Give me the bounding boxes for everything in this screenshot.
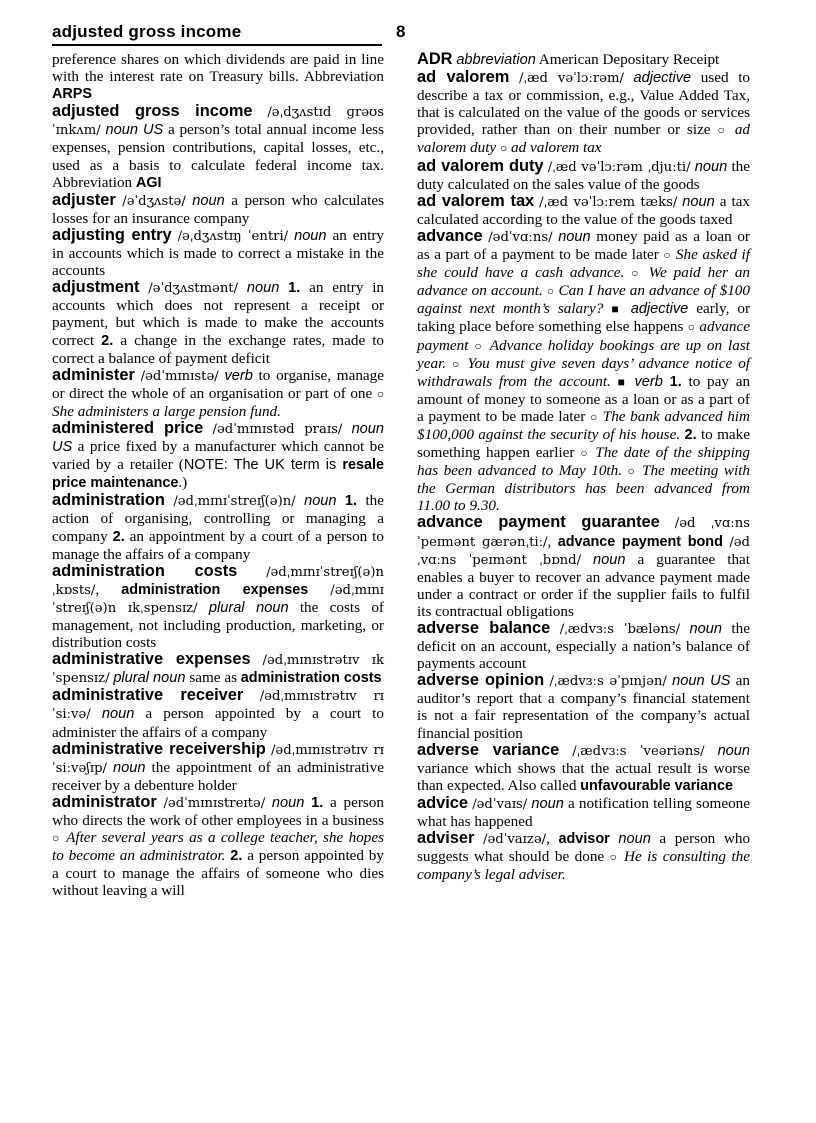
headword: administer [52,365,135,384]
headword: advance payment guarantee [417,513,660,532]
part-of-speech: noun [558,228,591,245]
definition-text: same as [185,669,241,687]
part-of-speech: noun [682,193,715,210]
definition-text: the duty calculated on the sales value of the goods [417,157,751,193]
part-of-speech: plural noun [208,599,289,616]
sense-number: 1. [288,280,301,297]
definition-text: , [547,532,558,550]
part-of-speech: noun [192,192,225,209]
example: She administers a large pension fund. [52,402,281,420]
pronunciation: /ədˈvɑːns/ [488,229,553,245]
definition-text: money paid as a loan or as a part of a payment to be made later [417,227,750,264]
pronunciation: /ˌæd vəˈlɔːrəm/ [519,71,624,87]
definition-text: a change in the exchange rates, made to correct a balance of payment deficit [52,331,385,367]
definition-text [243,687,259,704]
example-separator: ○ [589,409,599,424]
headword: ADR [417,50,453,68]
example: The meeting with the German distributors has been advanced from 11.00 to 9.30. [417,462,751,515]
definition-text [91,705,102,722]
part-of-speech: noun [113,759,146,776]
pronunciation: /ədˈmɪnɪstəd praɪs/ [212,421,343,437]
dictionary-entry [52,492,384,562]
definition-text: used to describe a tax or commission, e.g., Value Added Tax, that is calculated on the value of the goods or services provided, rather than on their number or size [417,69,751,139]
example-separator: ○ [452,356,462,371]
cross-reference: AGI [135,174,162,191]
definition-text: American Depositary Receipt [535,51,720,68]
part-of-speech: noun US [672,673,731,690]
example: The bank advanced him $100,000 against the security of his house. [417,407,750,443]
usage-note: NOTE: The UK term is [183,457,343,474]
definition-text: variance which shows that the actual result is worse than expected. Also called [417,759,750,794]
page-number: 8 [396,22,406,41]
part-of-speech: plural noun [113,670,186,687]
pronunciation: /ədˌmɪnɪˈstreɪʃ(ə)n ɪkˌspensɪz/ [52,582,385,616]
dictionary-entry [417,158,750,193]
definition-text [253,103,268,120]
headword: adverse variance [417,740,560,759]
part-of-speech: noun [271,794,305,811]
part-of-speech: noun US [105,122,164,139]
definition-text: the appointment of an administrative receiver by a debenture holder [52,758,384,794]
headword: adverse balance [417,619,551,637]
pronunciation: /ədˌvɑːns ˈpeɪmənt ˌbɒnd/ [417,534,751,568]
definition-text [623,300,631,317]
pronunciation: /ədˌmɪnɪˈstreɪʃ(ə)n/ [173,494,296,510]
headword: administrative expenses [52,650,251,669]
definition-text [279,279,288,296]
definition-text: the costs of management, not including production, marketing, or distribution costs [52,598,384,652]
example-separator: ○ [474,338,484,353]
definition-text [203,420,212,437]
pronunciation: /ˌædvɜːs ˈbæləns/ [559,622,681,637]
example-separator: ○ [580,446,590,461]
definition-text [337,492,345,509]
headword: administrator [52,792,157,811]
example-separator: ○ [52,831,61,846]
part-of-speech: abbreviation [456,52,536,68]
definition-text [559,742,572,759]
part-of-speech: verb [634,373,663,390]
definition-text: an appointment by a court of a person to manage the affairs of a company [52,527,384,563]
dictionary-entry [417,742,750,795]
definition-text [705,742,718,759]
dictionary-entry [417,672,750,741]
dictionary-entry [417,514,750,620]
headword: ad valorem tax [417,191,535,210]
dictionary-entry [52,794,384,900]
headword: adjuster [52,190,116,209]
definition-text: an entry in accounts which does not represent a receipt or payment, but which is made to make the accounts correct [52,279,385,349]
pronunciation: /ədˌmɪnɪˈstreɪʃ(ə)n ˌkɒsts/ [52,564,384,598]
definition-text: to organise, manage or direct the whole of an organisation or part of one [52,366,385,402]
example: Can I have an advance of $100 against next month’s salary? [417,282,750,318]
definition-text [308,581,330,598]
sense-number: 2. [101,332,114,349]
pronunciation: /ədˌmɪnɪstrətɪv rɪˈsiːvə/ [52,689,384,723]
example-separator: ○ [546,284,555,299]
pronunciation: /ˌæd vəˈlɔːrəm ˌdjuːti/ [547,159,691,175]
example: ad valorem duty [417,121,750,157]
definition-text: a person appointed by a court to manage the affairs of someone who dies without leaving a will [52,847,384,900]
definition-text [342,420,351,437]
example: ad valorem tax [511,139,602,157]
part-of-speech: noun [694,158,728,175]
headword: adviser [417,829,475,848]
pronunciation: /ˌædvɜːs ˈveəriəns/ [572,743,705,759]
definition-text: a person who calculates losses for an insurance company [52,191,384,227]
definition-text [509,69,519,86]
headword: ad valorem [417,68,510,87]
example-separator: ○ [663,248,672,263]
definition-text: early, or taking place before something else happens [417,300,751,336]
headword: administration [52,491,165,510]
right-column [417,51,750,883]
headword: administration costs [52,561,238,580]
definition-text [663,373,670,390]
pronunciation: /ˌædvɜːs əˈpɪnjən/ [549,674,667,690]
definition-text: a tax calculated according to the value of the goods taxed [417,192,751,228]
definition-text [642,264,649,281]
headword: administrative receiver [52,686,244,705]
definition-text: the deficit on an account, especially a nation’s balance of payments account [417,620,750,673]
pronunciation: /əd ˌvɑːns ˈpeɪmənt ɡærənˌtiː/ [417,516,751,550]
page-header [52,22,406,46]
definition-text: a price fixed by a manufacturer which cannot be varied by a retailer ( [52,438,384,474]
sense-number: 1. [311,794,324,811]
definition-text [296,492,304,509]
definition-text: preference shares on which dividends are paid in line with the interest rate on Treasury bills. Abbreviation [52,51,384,86]
definition-text: a person who suggests what should be done [417,830,751,866]
example-separator: ○ [609,850,619,865]
pronunciation: /əˌdʒʌstɪd ɡrəʊs ˈɪnkʌm/ [52,105,384,139]
cross-reference: ARPS [52,86,92,103]
part-of-speech: noun [531,795,564,812]
part-of-speech: noun [717,742,751,759]
cross-reference: advisor [558,831,610,848]
part-of-speech: adjective [633,70,692,87]
definition-text: a guarantee that enables a buyer to recover an advance payment made under a contract or order if the supplier fails to fulfil its contractual obligations [417,550,750,620]
part-of-speech: adjective [630,301,689,318]
definition-text: an entry in accounts which is made to correct a mistake in the accounts [52,226,384,280]
cross-reference: resale price maintenance [52,457,384,492]
headword: adjusting entry [52,225,172,244]
example-separator: ○ [717,123,728,138]
part-of-speech: noun [304,493,337,510]
dictionary-entry [52,563,384,651]
definition-text [624,69,634,86]
pronunciation: /əˈdʒʌstmənt/ [148,281,239,297]
definition-text [265,794,272,811]
part-of-speech: noun [593,551,626,568]
headword: adjustment [52,278,140,297]
pronunciation: /əˌdʒʌstɪŋ ˈentri/ [177,228,289,244]
headword: administrative receivership [52,739,266,758]
headword: ad valorem duty [417,156,544,175]
definition-text: , [546,830,559,848]
dictionary-entry [417,51,750,69]
definition-text [680,620,689,637]
example-separator: ○ [631,266,642,281]
headword: administered price [52,418,204,437]
sense-number: 1. [344,493,358,510]
dictionary-entry [52,51,384,103]
pronunciation: /ədˈvaɪs/ [472,796,528,812]
section-marker: ■ [611,302,623,317]
part-of-speech: noun [101,706,135,723]
dictionary-entry [52,367,384,420]
example-separator: ○ [627,464,637,479]
sense-number: 2. [230,848,243,865]
example: You must give seven days’ advance notice of withdrawals from the account. [417,354,751,390]
sense-number: 1. [669,373,682,390]
headword: adverse opinion [417,671,545,690]
definition-text: a notification telling someone what has happened [417,794,751,831]
definition-text [611,373,618,390]
definition-text [660,514,675,531]
definition-text: to make something happen earlier [417,425,751,462]
part-of-speech: noun [618,831,651,848]
section-marker: ■ [617,374,628,389]
pronunciation: /ədˌmɪnɪstrətɪv ɪkˈspensɪz/ [52,653,385,687]
example: We paid her an advance on account. [417,264,751,300]
part-of-speech: noun US [52,420,385,456]
part-of-speech: noun [689,621,722,637]
definition-text: .) [178,474,188,492]
dictionary-entry [417,69,750,157]
running-head: adjusted gross income [52,22,242,41]
dictionary-entry [417,830,750,883]
definition-text [474,830,483,847]
example: advance payment [417,318,750,354]
example: She asked if she could have a cash advance. [417,246,750,282]
definition-text [581,551,593,568]
definition-text [238,279,247,296]
definition-text: , [95,580,122,598]
headword: advice [417,793,469,812]
pronunciation: /ədˈmɪnɪstə/ [140,368,219,384]
example: After several years as a college teacher, she hopes to become an administrator. [52,829,385,865]
definition-text: a person’s total annual income less expenses, pension contributions, capital losses, etc., used as a basis to calculate federal income tax. Abbreviation [52,121,385,191]
pronunciation: /əˈdʒʌstə/ [122,193,186,209]
dictionary-entry [417,193,750,228]
sense-number: 2. [112,528,125,545]
example-separator: ○ [687,320,696,335]
cross-reference: unfavourable variance [580,777,733,794]
definition-text: a person who directs the work of other employees in a business [52,793,384,830]
part-of-speech: noun [246,280,280,297]
left-column [52,51,384,900]
example: The date of the shipping has been advanced to May 10th. [417,444,750,480]
pronunciation: /ədˈmɪnɪstreɪtə/ [163,795,266,811]
dictionary-entry [52,651,384,687]
definition-text [237,563,266,580]
pronunciation: /ˌæd vəˈlɔːrem tæks/ [539,194,678,210]
headword: advance [417,226,483,245]
definition-text: a person appointed by a court to administer the affairs of a company [52,705,384,741]
definition-text [628,373,635,390]
dictionary-entry [417,795,750,830]
pronunciation: /ədˌmɪnɪstrətɪv rɪˈsiːvəʃɪp/ [52,742,384,776]
dictionary-entry [52,741,384,794]
example-separator: ○ [376,386,384,401]
example: He is consulting the company’s legal adviser. [417,848,751,884]
example: Advance holiday bookings are up on last year. [417,336,750,372]
definition-text [728,121,735,138]
dictionary-entry [52,192,384,227]
definition-text [198,599,209,616]
dictionary-entry [52,687,384,740]
pronunciation: /ədˈvaɪzə/ [483,832,547,848]
dictionary-entry [52,103,384,191]
definition-text [139,279,148,296]
dictionary-entry [417,620,750,672]
part-of-speech: verb [224,367,253,384]
definition-text: to pay an amount of money to someone as a loan or as a part of a payment to be made later [417,372,751,425]
definition-text [550,620,559,637]
cross-reference: administration expenses [121,581,309,598]
dictionary-entry [52,227,384,279]
part-of-speech: noun [294,227,327,244]
example-separator: ○ [499,141,508,156]
sense-number: 2. [684,426,697,443]
dictionary-entry [417,228,750,515]
definition-text: the action of organising, controlling or managing a company [52,492,385,545]
dictionary-entry [52,420,384,492]
dictionary-entry [52,279,384,366]
headword: adjusted gross income [52,102,253,121]
definition-text: an auditor’s report that a company’s financial statement is not a fair representation of the company’s actual financial position [417,672,750,742]
cross-reference: advance payment bond [557,533,723,550]
definition-text [251,651,263,668]
cross-reference: administration costs [240,670,382,687]
